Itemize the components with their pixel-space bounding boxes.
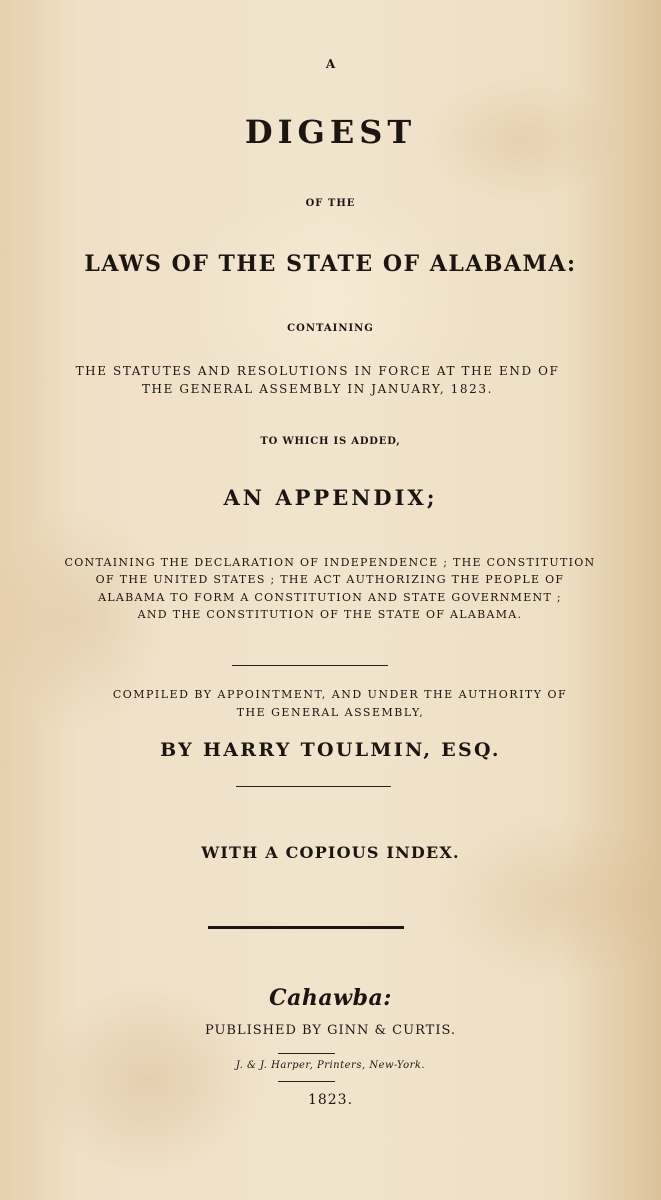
- main-title: DIGEST: [244, 113, 417, 151]
- publication-place: Cahawba:: [269, 985, 392, 1011]
- short-divider-rule: [278, 1081, 335, 1082]
- containing-label: CONTAINING: [287, 323, 374, 334]
- divider-rule: [236, 786, 391, 787]
- statutes-line-2: THE GENERAL ASSEMBLY IN JANUARY, 1823.: [141, 382, 494, 396]
- statutes-line-1: THE STATUTES AND RESOLUTIONS IN FORCE AT THE END OF: [75, 364, 560, 378]
- publication-year: 1823.: [307, 1092, 354, 1108]
- appendix-contents-line: CONTAINING THE DECLARATION OF INDEPENDENCE ; THE CONSTITUTION: [64, 556, 596, 569]
- compiled-line-1: COMPILED BY APPOINTMENT, AND UNDER THE AUTHORITY OF: [112, 688, 568, 701]
- appendix-contents-line: ALABAMA TO FORM A CONSTITUTION AND STATE GOVERNMENT ;: [98, 591, 562, 604]
- index-note: WITH A COPIOUS INDEX.: [201, 843, 460, 862]
- short-divider-rule: [278, 1053, 335, 1054]
- divider-rule: [232, 665, 388, 666]
- subject-title: LAWS OF THE STATE OF ALABAMA:: [84, 251, 577, 277]
- author-line: BY HARRY TOULMIN, ESQ.: [160, 739, 501, 761]
- of-the-connector: OF THE: [305, 198, 356, 209]
- thick-double-rule: [208, 926, 404, 929]
- appendix-contents-line: OF THE UNITED STATES ; THE ACT AUTHORIZING THE PEOPLE OF: [95, 573, 565, 586]
- publisher-line: PUBLISHED BY GINN & CURTIS.: [204, 1023, 457, 1038]
- appendix-contents-line: AND THE CONSTITUTION OF THE STATE OF ALABAMA.: [137, 608, 523, 621]
- printers-line: J. & J. Harper, Printers, New-York.: [235, 1060, 426, 1071]
- appendix-heading: AN APPENDIX;: [223, 485, 438, 510]
- compiled-line-2: THE GENERAL ASSEMBLY,: [236, 706, 425, 719]
- added-label: TO WHICH IS ADDED,: [260, 436, 401, 447]
- title-article: A: [325, 57, 336, 71]
